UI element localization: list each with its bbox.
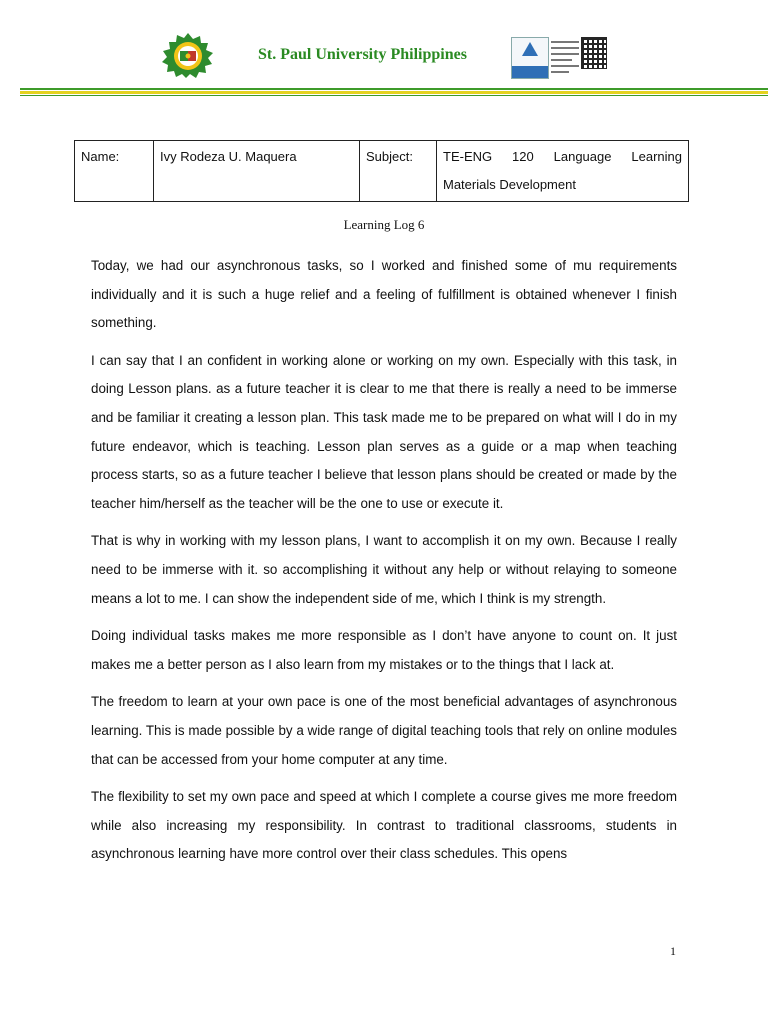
university-name: St. Paul University Philippines bbox=[258, 46, 467, 63]
name-value: Ivy Rodeza U. Maquera bbox=[154, 141, 360, 202]
header-rule-green-thin bbox=[20, 95, 768, 96]
paragraph: I can say that I an confident in working alone or working on my own. Especially with this task, in doing Lesson plans. as a future teacher it is clear to me that there is really a need to be immerse and be familiar it creating a lesson plan. This task made me to be prepared on what will I do in my future endeavor, which is teaching. Lesson plan serves as a guide or a map when teaching process starts, so as a future teacher I believe that lesson plans should be created or made by the teacher him/herself as the teacher will be the one to use or execute it. bbox=[91, 352, 677, 511]
header-rule-yellow bbox=[20, 91, 768, 94]
subject-value: TE-ENG 120 Language Learning Materials Development bbox=[437, 141, 689, 202]
qr-code-icon bbox=[581, 37, 607, 69]
paragraph: Doing individual tasks makes me more responsible as I don’t have anyone to count on. It just makes me a better person as I also learn from my mistakes or to the things that I lack at. bbox=[91, 628, 677, 672]
paragraph: That is why in working with my lesson plans, I want to accomplish it on my own. Because I really need to be immerse with it. so accomplishing it without any help or without relaying to someone means a lot to me. I can show the independent side of me, which I think is my strength. bbox=[91, 533, 677, 606]
tuv-rheinland-cert-icon bbox=[511, 37, 549, 79]
header-rule-green bbox=[20, 88, 768, 90]
university-seal-icon bbox=[160, 32, 216, 80]
page-number: 1 bbox=[670, 944, 676, 958]
paragraph: The flexibility to set my own pace and speed at which I complete a course gives me more freedom while also increasing my responsibility. In contrast to traditional classrooms, students in asynchronous learning have more control over their class schedules. This opens bbox=[91, 789, 677, 862]
certification-text-block bbox=[549, 37, 579, 77]
log-body bbox=[91, 252, 677, 878]
paragraph: The freedom to learn at your own pace is one of the most beneficial advantages of asynchronous learning. This is made possible by a wide range of digital teaching tools that rely on online modules that can be accessed from your home computer at any time. bbox=[91, 694, 677, 767]
log-title: Learning Log 6 bbox=[343, 217, 425, 232]
paragraph: Today, we had our asynchronous tasks, so I worked and finished some of mu requirements individually and it is such a huge relief and a feeling of fulfillment is obtained whenever I finish something. bbox=[91, 258, 677, 331]
name-label: Name: bbox=[75, 141, 154, 202]
subject-label: Subject: bbox=[360, 141, 437, 202]
student-info-table bbox=[74, 140, 689, 202]
